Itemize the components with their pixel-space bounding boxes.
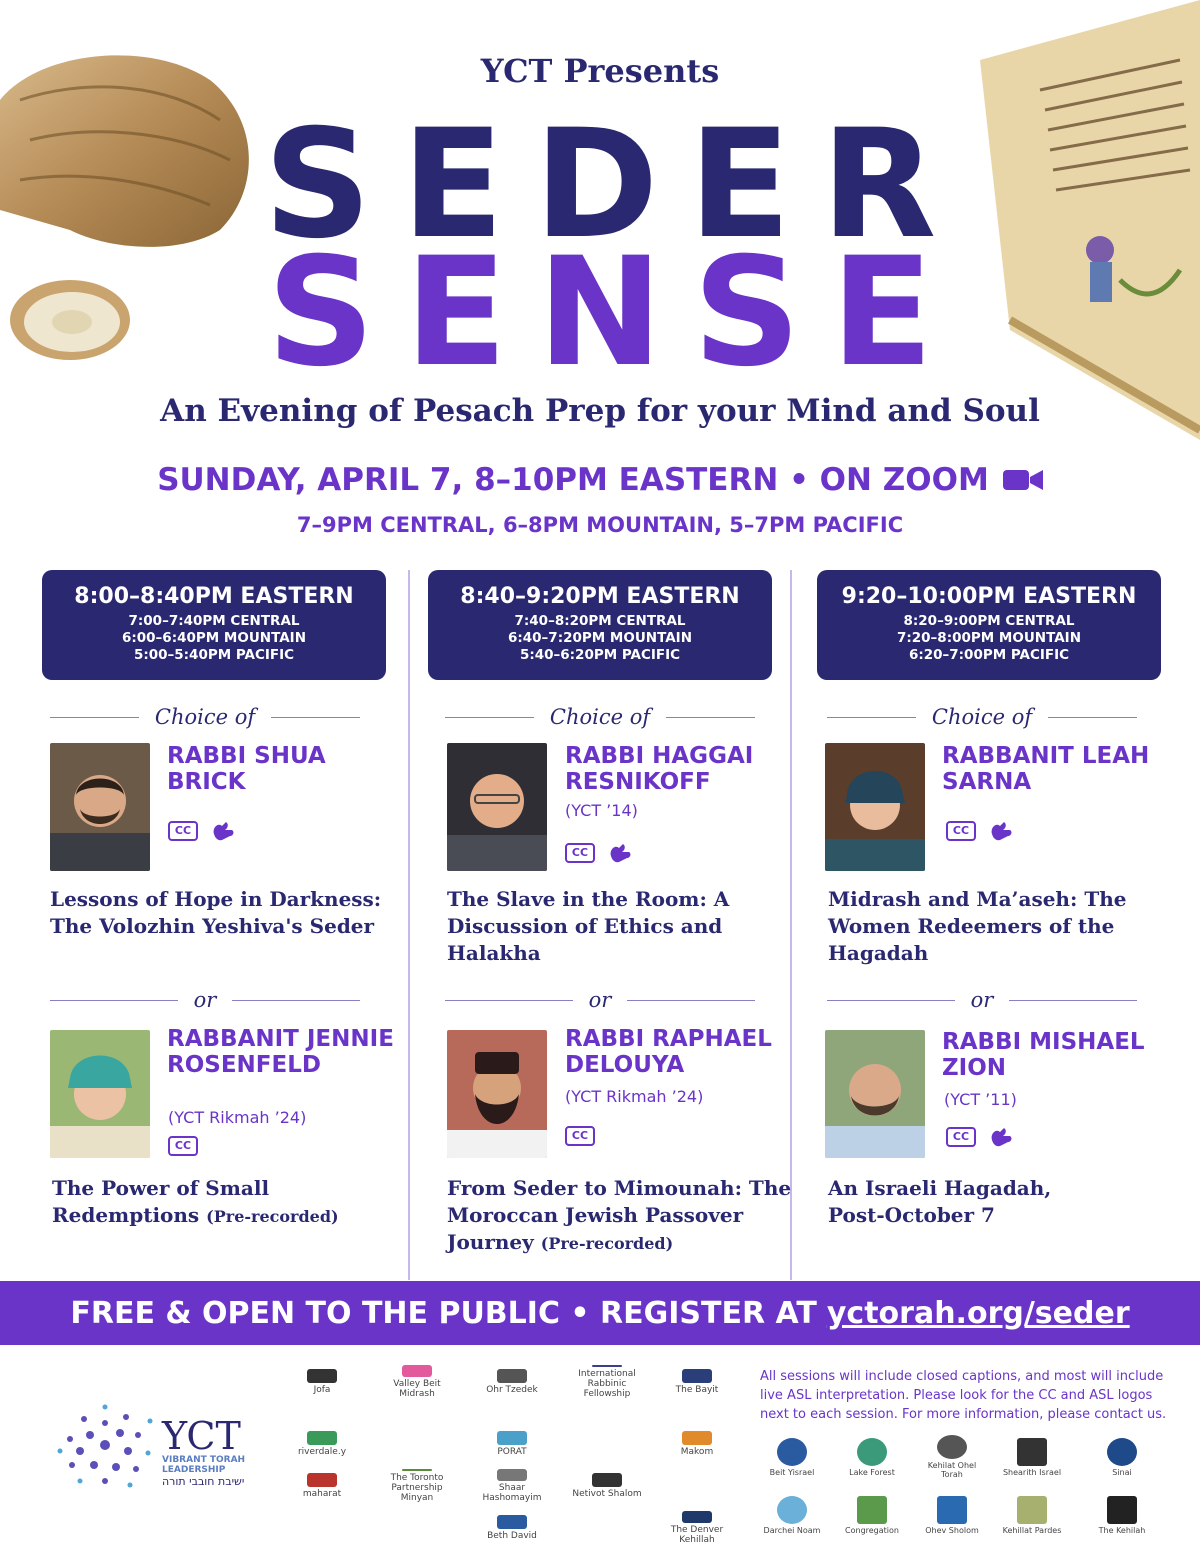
talk-title: An Israeli Hagadah, Post-October 7 (828, 1176, 1052, 1227)
speaker-credential: (YCT Rikmah ’24) (168, 1108, 307, 1127)
time-central: 7:40–8:20PM CENTRAL (514, 613, 686, 629)
talk-title-text: From Seder to Mimounah: The Moroccan Jewish Passover Journey (447, 1176, 792, 1254)
partner-logo: PORAT (475, 1427, 549, 1461)
accessibility-icons (946, 1126, 1014, 1148)
asl-icon (210, 820, 236, 842)
partner-logo: Beth David (475, 1511, 549, 1545)
accessibility-icons (168, 820, 236, 842)
cc-icon: CC (168, 1136, 198, 1156)
speaker-name: RABBI HAGGAI RESNIKOFF (565, 743, 754, 795)
speaker-credential: (YCT ’11) (944, 1090, 1017, 1109)
choice-separator (445, 702, 755, 732)
talk-title (447, 1175, 792, 1257)
accessibility-icons (946, 820, 1014, 842)
yct-hebrew-name: ישיבת חובבי תורה (162, 1475, 245, 1488)
partner-logo: Beit Yisrael (760, 1435, 824, 1479)
speaker-photo (825, 1030, 925, 1158)
session-columns (0, 570, 1200, 1280)
time-mountain: 6:40–7:20PM MOUNTAIN (507, 630, 693, 646)
speaker-photo (50, 743, 150, 871)
talk-title: Lessons of Hope in Darkness: The Volozhin Yeshiva's Seder (50, 887, 382, 938)
event-dateline (0, 462, 1200, 498)
partner-logo: The Toronto Partnership Minyan (380, 1469, 454, 1503)
yct-name: YCT (162, 1414, 241, 1458)
title-line-2: SENSE (266, 226, 964, 400)
accessibility-icons (565, 1126, 595, 1146)
talk-title: The Slave in the Room: A Discussion of Ethics and Halakha (447, 887, 730, 965)
partner-logo: Makom (660, 1427, 734, 1461)
speaker-photo (447, 1030, 547, 1158)
yct-tagline-2: LEADERSHIP (162, 1465, 226, 1475)
footer (0, 1345, 1200, 1553)
partner-logo: Shearith Israel (1000, 1435, 1064, 1479)
time-pacific: 6:20–7:00PM PACIFIC (908, 647, 1070, 663)
speaker-name: RABBI MISHAEL ZION (942, 1029, 1145, 1081)
timezone-line: 7–9PM CENTRAL, 6–8PM MOUNTAIN, 5–7PM PACIFIC (296, 513, 904, 537)
cc-icon: CC (565, 843, 595, 863)
accessibility-note: All sessions will include closed captions, and most will include live ASL interpretation. Please look for the CC and ASL logos next to each session. For more information, please contact us. (760, 1369, 1167, 1422)
yct-wordmark (162, 1414, 246, 1488)
time-central: 7:00–7:40PM CENTRAL (128, 613, 300, 629)
partner-logo: The Bayit (660, 1365, 734, 1399)
time-pacific: 5:00–5:40PM PACIFIC (133, 647, 295, 663)
accessibility-icons (168, 1136, 198, 1156)
prerecorded-note: (Pre-recorded) (206, 1207, 339, 1226)
speaker-photo (825, 743, 925, 871)
speaker-name: RABBANIT JENNIE ROSENFELD (167, 1026, 394, 1078)
choice-label: Choice of (931, 705, 1033, 729)
partner-logo: Netivot Shalom (570, 1469, 644, 1503)
partner-logo: maharat (285, 1469, 359, 1503)
title-line-1: SEDER (263, 98, 967, 272)
partner-logo: Jofa (285, 1365, 359, 1399)
partner-logos (285, 1365, 735, 1545)
time-slot-box (42, 570, 386, 680)
asl-icon (988, 820, 1014, 842)
subtitle: An Evening of Pesach Prep for your Mind and Soul (160, 393, 1040, 429)
asl-icon (988, 1126, 1014, 1148)
partner-logo: Shaar Hashomayim (475, 1469, 549, 1503)
talk-title-text: The Power of Small Redemptions (52, 1176, 270, 1227)
or-separator (827, 985, 1137, 1015)
or-label: or (588, 988, 612, 1012)
presenter-line: YCT Presents (480, 52, 720, 90)
session-column-1 (0, 570, 394, 1280)
or-separator (445, 985, 755, 1015)
partner-logo: Kehilat Ohel Torah (920, 1435, 984, 1479)
time-slot-box (817, 570, 1161, 680)
partner-logo: Darchei Noam (760, 1493, 824, 1537)
speaker-photo (447, 743, 547, 871)
cc-icon: CC (565, 1126, 595, 1146)
or-label: or (970, 988, 994, 1012)
choice-label: Choice of (549, 705, 651, 729)
partner-logo: Ohr Tzedek (475, 1365, 549, 1399)
dateline-text: SUNDAY, APRIL 7, 8–10PM EASTERN • ON ZOOM (157, 462, 989, 498)
time-mountain: 7:20–8:00PM MOUNTAIN (896, 630, 1082, 646)
banner-text: FREE & OPEN TO THE PUBLIC • REGISTER AT (70, 1295, 817, 1331)
cc-icon: CC (168, 821, 198, 841)
asl-icon (607, 842, 633, 864)
time-mountain: 6:00–6:40PM MOUNTAIN (121, 630, 307, 646)
prerecorded-note: (Pre-recorded) (540, 1234, 674, 1253)
partner-logo: The Kehilah (1090, 1493, 1154, 1537)
registration-banner (0, 1281, 1200, 1345)
speaker-name: RABBANIT LEAH SARNA (942, 743, 1150, 795)
yct-tagline-1: VIBRANT TORAH (162, 1455, 246, 1465)
time-eastern: 8:40–9:20PM EASTERN (460, 584, 740, 609)
speaker-credential: (YCT Rikmah ’24) (565, 1087, 704, 1106)
time-eastern: 8:00–8:40PM EASTERN (74, 584, 354, 609)
partner-logo: Valley Beit Midrash (380, 1365, 454, 1399)
speaker-photo (50, 1030, 150, 1158)
cc-icon: CC (946, 1127, 976, 1147)
talk-title: Midrash and Ma’aseh: The Women Redeemers of the Hagadah (828, 887, 1127, 965)
session-column-3 (800, 570, 1190, 1280)
choice-label: Choice of (154, 705, 256, 729)
partner-logo: International Rabbinic Fellowship (570, 1365, 644, 1399)
accessibility-icons (565, 842, 633, 864)
choice-separator (50, 702, 360, 732)
session-column-2 (405, 570, 795, 1280)
time-pacific: 5:40–6:20PM PACIFIC (519, 647, 681, 663)
partner-logo: Kehillat Pardes (1000, 1493, 1064, 1537)
video-camera-icon (1003, 468, 1043, 492)
speaker-name: RABBI RAPHAEL DELOUYA (565, 1026, 772, 1078)
choice-separator (827, 702, 1137, 732)
partner-logo: riverdale.y (285, 1427, 359, 1461)
time-eastern: 9:20–10:00PM EASTERN (841, 584, 1137, 609)
or-separator (50, 985, 360, 1015)
registration-link[interactable]: yctorah.org/seder (826, 1295, 1130, 1331)
time-slot-box (428, 570, 772, 680)
partner-logo: Lake Forest (840, 1435, 904, 1479)
speaker-name: RABBI SHUA BRICK (167, 743, 326, 795)
or-label: or (193, 988, 217, 1012)
partner-logos-right (760, 1435, 1180, 1545)
partner-logo: Sinai (1090, 1435, 1154, 1479)
cc-icon: CC (946, 821, 976, 841)
talk-title (52, 1175, 392, 1230)
partner-logo: Ohev Sholom (920, 1493, 984, 1537)
partner-logo: The Denver Kehillah (660, 1511, 734, 1545)
speaker-credential: (YCT ’14) (565, 801, 638, 820)
partner-logo: Congregation (840, 1493, 904, 1537)
time-central: 8:20–9:00PM CENTRAL (903, 613, 1075, 629)
